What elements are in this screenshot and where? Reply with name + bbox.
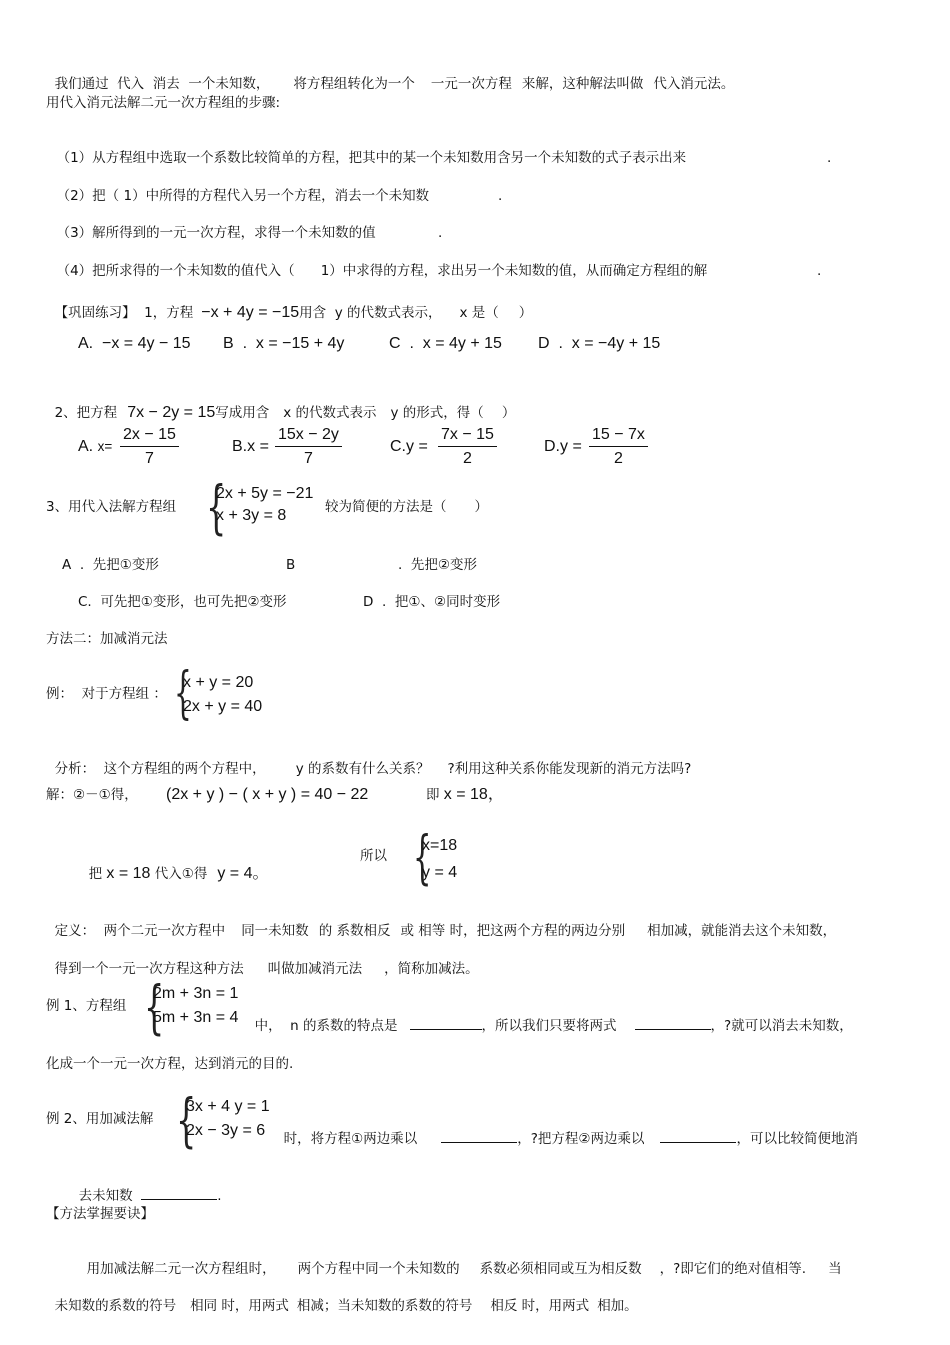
q3-option-d: D . 把①、②同时变形 <box>363 594 501 610</box>
step-4: （4）把所求得的一个未知数的值代入（ 1）中求得的方程，求出另一个未知数的值，从而确定方程组的解 . <box>56 263 822 279</box>
q1-equation: −x + 4y = −15 <box>201 304 300 321</box>
ex2-system: 3x + 4 y = 1 2x − 3y = 6 <box>186 1098 270 1139</box>
q2-option-a-label: A. x= <box>78 438 113 455</box>
example-brace: { <box>174 661 192 726</box>
q2-line: 2、把方程 7x − 2y = 15写成用含 x 的代数式表示 y 的形式，得（ ） <box>54 404 516 421</box>
ex2-brace: { <box>176 1086 197 1154</box>
q1-option-c: C . x = 4y + 15 <box>389 335 502 352</box>
ex2-line-2: 去未知数 . <box>70 1167 221 1205</box>
intro-c: 一元一次方程 <box>430 76 512 92</box>
q3-brace: { <box>206 473 227 541</box>
intro-d: 来解，这种解法叫做 <box>521 76 644 92</box>
example-label: 例： 对于方程组 ： <box>46 686 167 702</box>
q3-option-b-letter: B <box>286 557 296 573</box>
q2-option-d-label: D.y = <box>544 438 582 455</box>
step-2: （2）把（ 1）中所得的方程代入另一个方程，消去一个未知数 . <box>56 188 503 204</box>
ex1-blank-2[interactable] <box>635 1015 711 1030</box>
so-system: x=18 y = 4 <box>422 837 458 881</box>
tips-line-2: 未知数的系数的符号 相同 时，用两式 相减；当未知数的系数的符号 相反 时，用两式 相加。 <box>54 1298 638 1314</box>
q3-system: 2x + 5y = −21 x + 3y = 8 <box>216 485 314 524</box>
tips-title: 【方法掌握要诀】 <box>46 1206 154 1222</box>
q2-equation: 7x − 2y = 15 <box>127 404 216 421</box>
ex2-label: 例 2、用加减法解 <box>46 1111 154 1127</box>
q2-option-a-fraction: $\frac{2x - 15}{7}$ <box>120 425 179 469</box>
q1-option-d: D . x = −4y + 15 <box>538 335 661 352</box>
q3-option-a: A . 先把①变形 <box>62 557 159 573</box>
substitute-line: 把 x = 18 代入①得 y = 4。 <box>88 865 269 882</box>
intro-e: 代入消元法。 <box>653 76 735 92</box>
q3-tail: 较为简便的方法是（ ） <box>325 499 488 515</box>
q2-option-b-label: B.x = <box>232 438 269 455</box>
intro-b: 将方程组转化为一个 <box>293 76 415 92</box>
ex1-brace: { <box>144 973 165 1041</box>
solution-label: 解：②－①得， <box>46 787 138 803</box>
tips-line-1: 用加减法解二元一次方程组时， 两个方程中同一个未知数的 系数必须相同或互为相反数 ，?即它们的绝对值相等. 当 <box>86 1261 842 1277</box>
ex2-blank-1[interactable] <box>441 1128 517 1143</box>
q1-line: 【巩固练习】 1，方程 −x + 4y = −15用含 y 的代数式表示， x 是（ ） <box>54 304 533 321</box>
intro-line <box>46 57 734 93</box>
q3-option-b-text: . 先把②变形 <box>398 557 477 573</box>
q1-option-b: B . x = −15 + 4y <box>223 335 345 352</box>
ex1-text: 中， n 的系数的特点是 ，所以我们只要将两式 ，?就可以消去未知数， <box>246 997 853 1035</box>
ex2-blank-3[interactable] <box>141 1185 217 1200</box>
step-1: （1）从方程组中选取一个系数比较简单的方程，把其中的某一个未知数用含另一个未知数的式子表示出来 . <box>56 150 832 166</box>
ex1-line-2: 化成一个一元一次方程，达到消元的目的. <box>46 1056 294 1072</box>
solution-result: 即 x = 18， <box>426 786 504 803</box>
example-system: x + y = 20 2x + y = 40 <box>183 674 263 715</box>
so-label: 所以 <box>360 848 387 864</box>
step-3: （3）解所得到的一元一次方程，求得一个未知数的值 . <box>56 225 443 241</box>
q2-option-c-label: C.y = <box>390 438 428 455</box>
q2-option-c-fraction: $\frac{7x - 15}{2}$ <box>438 425 497 469</box>
method2-title: 方法二：加减消元法 <box>46 631 168 647</box>
ex2-blank-2[interactable] <box>660 1128 736 1143</box>
ex1-blank-1[interactable] <box>410 1015 482 1030</box>
intro-a: 我们通过 代入 消去 一个未知数， <box>54 76 270 92</box>
steps-title: 用代入消元法解二元一次方程组的步骤: <box>46 95 281 111</box>
definition-line-2: 得到一个一元一次方程这种方法 叫做加减消元法 ，简称加减法。 <box>54 961 479 977</box>
q2-option-d-fraction: $\frac{15 - 7x}{2}$ <box>589 425 648 469</box>
q3-label: 3、用代入法解方程组 <box>46 499 177 515</box>
analysis-line: 分析： 这个方程组的两个方程中， y 的系数有什么关系？ ?利用这种关系你能发现新的消元方法吗? <box>54 761 692 777</box>
q1-option-a: A. −x = 4y − 15 <box>78 335 191 352</box>
ex2-text: 时，将方程①两边乘以 ，?把方程②两边乘以 ，可以比较简便地消 <box>275 1110 858 1148</box>
definition-line-1: 定义： 两个二元一次方程中 同一未知数 的 系数相反 或 相等 时，把这两个方程的两边分别 相加减，就能消去这个未知数， <box>54 923 837 939</box>
so-brace: { <box>413 823 432 891</box>
q3-option-c: C. 可先把①变形，也可先把②变形 <box>78 594 287 610</box>
ex1-label: 例 1、方程组 <box>46 998 127 1014</box>
q2-option-b-fraction: $\frac{15x - 2y}{7}$ <box>275 425 342 469</box>
solution-equation: (2x + y ) − ( x + y ) = 40 − 22 <box>166 786 369 803</box>
ex1-system: 2m + 3n = 1 5m + 3n = 4 <box>153 985 239 1026</box>
